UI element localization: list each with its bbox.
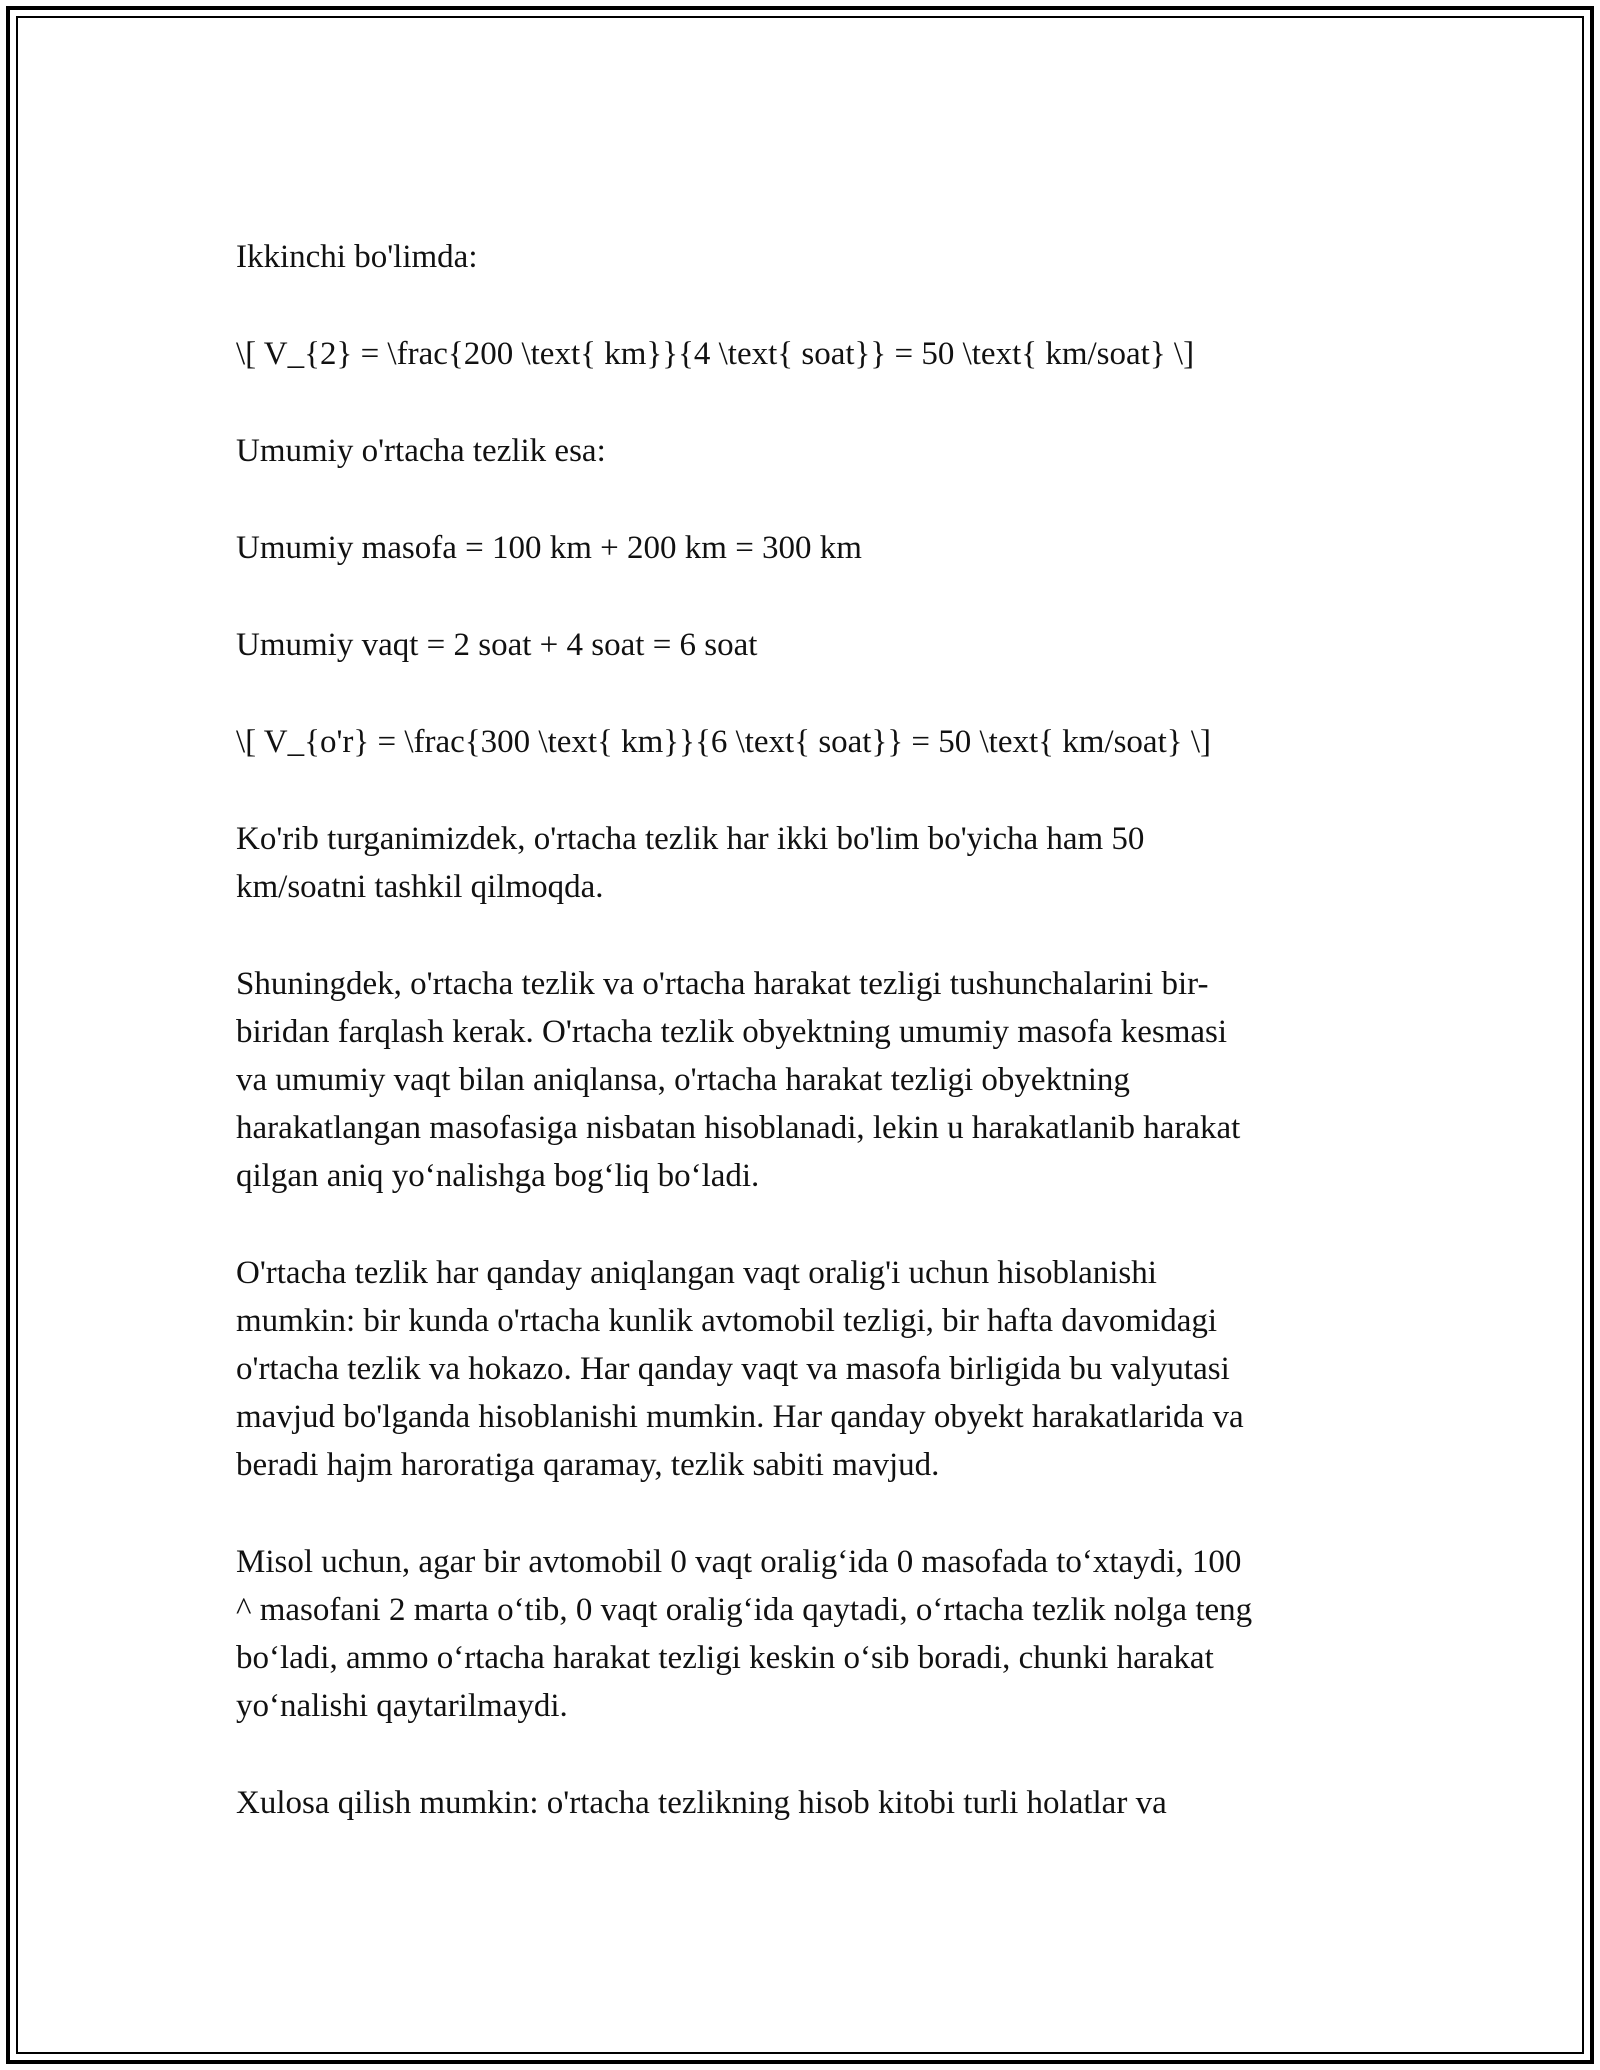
section-heading-part-two: Ikkinchi bo'limda: <box>236 239 478 275</box>
paragraph-summary: Xulosa qilish mumkin: o'rtacha tezlikning hisob kitobi turli holatlar va <box>236 1785 1167 1821</box>
paragraph-time-interval: O'rtacha tezlik har qanday aniqlangan vaqt oralig'i uchun hisoblanishi mumkin: bir kunda o'rtacha kunlik avtomobil tezligi, bir hafta davomidagi o'rtacha tezlik va hokazo. Har qanday vaqt va masofa birligida bu valyutasi mavjud bo'lganda hisoblanishi mumkin. Har qanday obyekt harakatlarida va beradi hajm haroratiga qaramay, tezlik sabiti mavjud. <box>236 1255 1244 1483</box>
total-distance-line: Umumiy masofa = 100 km + 200 km = 300 km <box>236 530 862 566</box>
formula-v-average: \[ V_{o'r} = \frac{300 \text{ km}}{6 \text{ soat}} = 50 \text{ km/soat} \] <box>236 724 1211 760</box>
document-body <box>236 233 1376 1876</box>
paragraph-example: Misol uchun, agar bir avtomobil 0 vaqt oralig‘ida 0 masofada to‘xtaydi, 100 ^ masofani 2 marta o‘tib, 0 vaqt oralig‘ida qaytadi, o‘rtacha tezlik nolga teng bo‘ladi, ammo o‘rtacha harakat tezligi keskin o‘sib boradi, chunki harakat yo‘nalishi qaytarilmaydi. <box>236 1544 1253 1724</box>
paragraph-conclusion-50: Ko'rib turganimizdek, o'rtacha tezlik har ikki bo'lim bo'yicha ham 50 km/soatni tashkil qilmoqda. <box>236 821 1145 905</box>
formula-v2: \[ V_{2} = \frac{200 \text{ km}}{4 \text{ soat}} = 50 \text{ km/soat} \] <box>236 336 1195 372</box>
total-time-line: Umumiy vaqt = 2 soat + 4 soat = 6 soat <box>236 627 758 663</box>
paragraph-distinction: Shuningdek, o'rtacha tezlik va o'rtacha harakat tezligi tushunchalarini bir- biridan farqlash kerak. O'rtacha tezlik obyektning umumiy masofa kesmasi va umumiy vaqt bilan aniqlansa, o'rtacha harakat tezligi obyektning harakatlangan masofasiga nisbatan hisoblanadi, lekin u harakatlanib harakat qilgan aniq yo‘nalishga bog‘liq bo‘ladi. <box>236 966 1241 1194</box>
average-speed-intro: Umumiy o'rtacha tezlik esa: <box>236 433 606 469</box>
